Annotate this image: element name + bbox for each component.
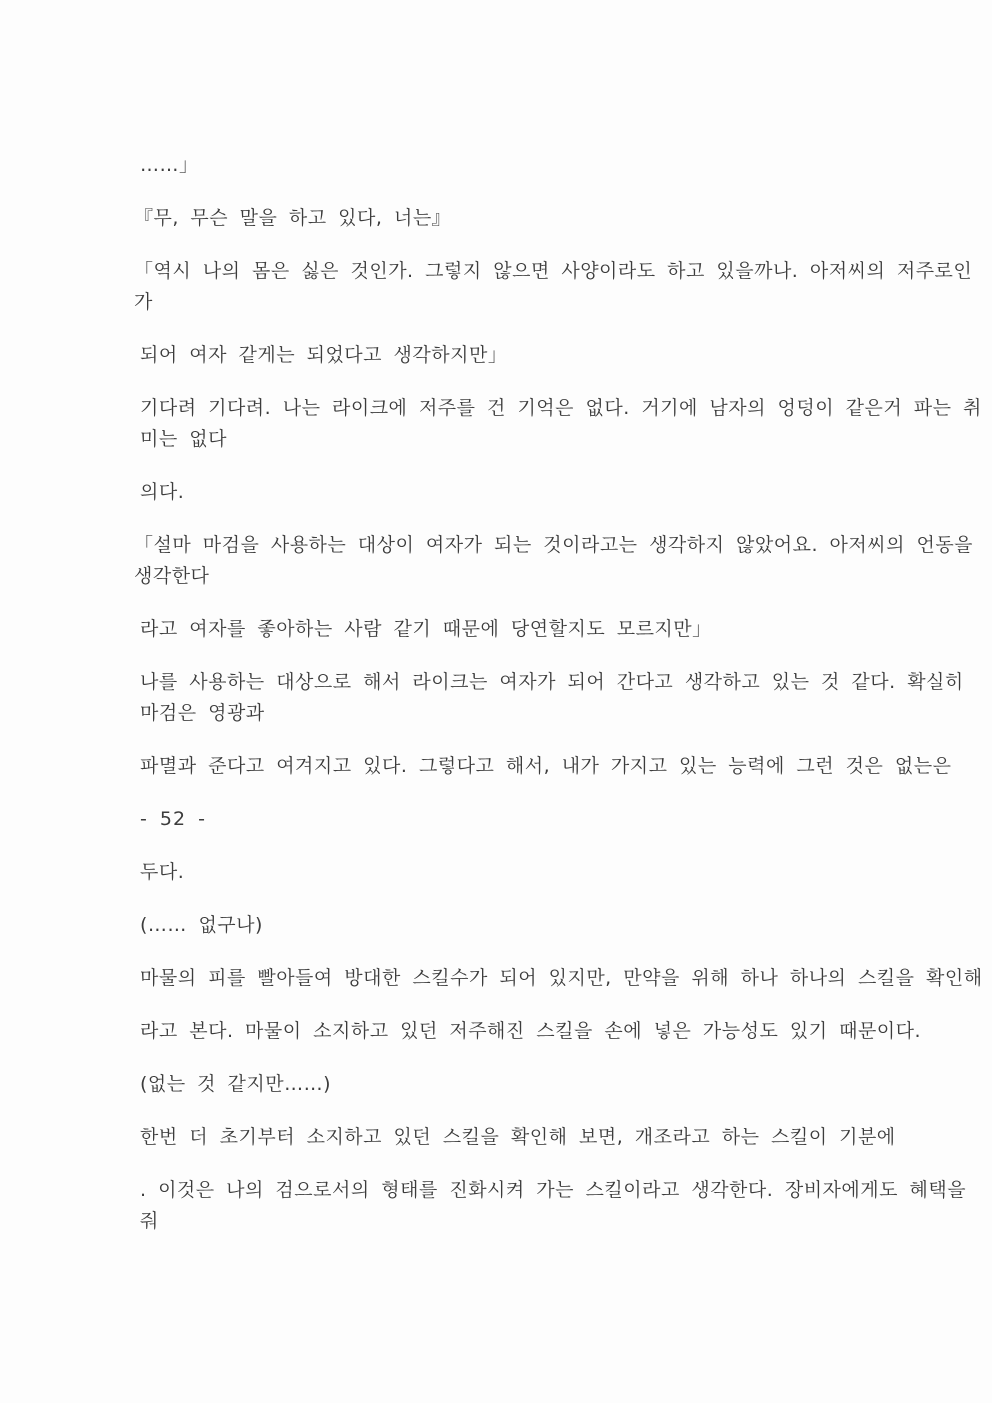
paragraph <box>140 340 882 371</box>
paragraph <box>140 910 882 941</box>
text-line: 의다. <box>140 481 185 503</box>
text-line: 「역시 나의 몸은 싫은 것인가. 그렇지 않으면 사양이라도 하고 있을까나. 아저씨의 저주로인 <box>134 260 973 282</box>
text-line: 라고 여자를 좋아하는 사람 같기 때문에 당연할지도 모르지만」 <box>140 618 712 640</box>
paragraph <box>140 963 983 994</box>
paragraph <box>140 1122 896 1153</box>
text-line: 『무, 무슨 말을 하고 있다, 너는』 <box>134 207 452 229</box>
text-line: 되어 여자 같게는 되었다고 생각하지만」 <box>140 344 508 366</box>
paragraph <box>140 751 952 782</box>
text-line: 두다. <box>140 861 185 883</box>
text-line: ……」 <box>140 154 199 176</box>
text-line: 생각한다 <box>134 565 210 587</box>
text-line: 줘 <box>140 1210 159 1232</box>
paragraph <box>134 256 973 318</box>
text-line: 기다려 기다려. 나는 라이크에 저주를 건 기억은 없다. 거기에 남자의 엉덩이 같은거 파는 취 <box>140 397 982 419</box>
text-block <box>134 150 983 1259</box>
text-line: 「설마 마검을 사용하는 대상이 여자가 되는 것이라고는 생각하지 않았어요. 아저씨의 언동을 <box>134 534 974 556</box>
text-line: 가 <box>134 291 153 313</box>
text-line: 마검은 영광과 <box>140 702 265 724</box>
text-line: 라고 본다. 마물이 소지하고 있던 저주해진 스킬을 손에 넣은 가능성도 있기 때문이다. <box>140 1020 922 1042</box>
paragraph <box>134 530 974 592</box>
page-number <box>140 804 882 835</box>
paragraph <box>140 1069 882 1100</box>
text-line: 한번 더 초기부터 소지하고 있던 스킬을 확인해 보면, 개조라고 하는 스킬이 기분에 <box>140 1126 896 1148</box>
paragraph <box>140 150 882 181</box>
text-line: 미는 없다 <box>140 428 227 450</box>
text-line: (없는 것 같지만……) <box>140 1073 332 1095</box>
paragraph <box>140 393 982 455</box>
paragraph <box>134 203 882 234</box>
paragraph <box>140 667 964 729</box>
text-line: . 이것은 나의 검으로서의 형태를 진화시켜 가는 스킬이라고 생각한다. 장비자에게도 혜택을 <box>140 1179 967 1201</box>
text-line: - 52 - <box>140 808 206 830</box>
text-line: 파멸과 준다고 여겨지고 있다. 그렇다고 해서, 내가 가지고 있는 능력에 그런 것은 없는은 <box>140 755 952 777</box>
text-line: (…… 없구나) <box>140 914 263 936</box>
paragraph <box>140 614 882 645</box>
text-line: 마물의 피를 빨아들여 방대한 스킬수가 되어 있지만, 만약을 위해 하나 하나의 스킬을 확인해 <box>140 967 983 989</box>
paragraph <box>140 1175 967 1237</box>
text-line: 나를 사용하는 대상으로 해서 라이크는 여자가 되어 간다고 생각하고 있는 것 같다. 확실히 <box>140 671 964 693</box>
paragraph <box>140 477 882 508</box>
paragraph <box>140 857 882 888</box>
paragraph <box>140 1016 922 1047</box>
